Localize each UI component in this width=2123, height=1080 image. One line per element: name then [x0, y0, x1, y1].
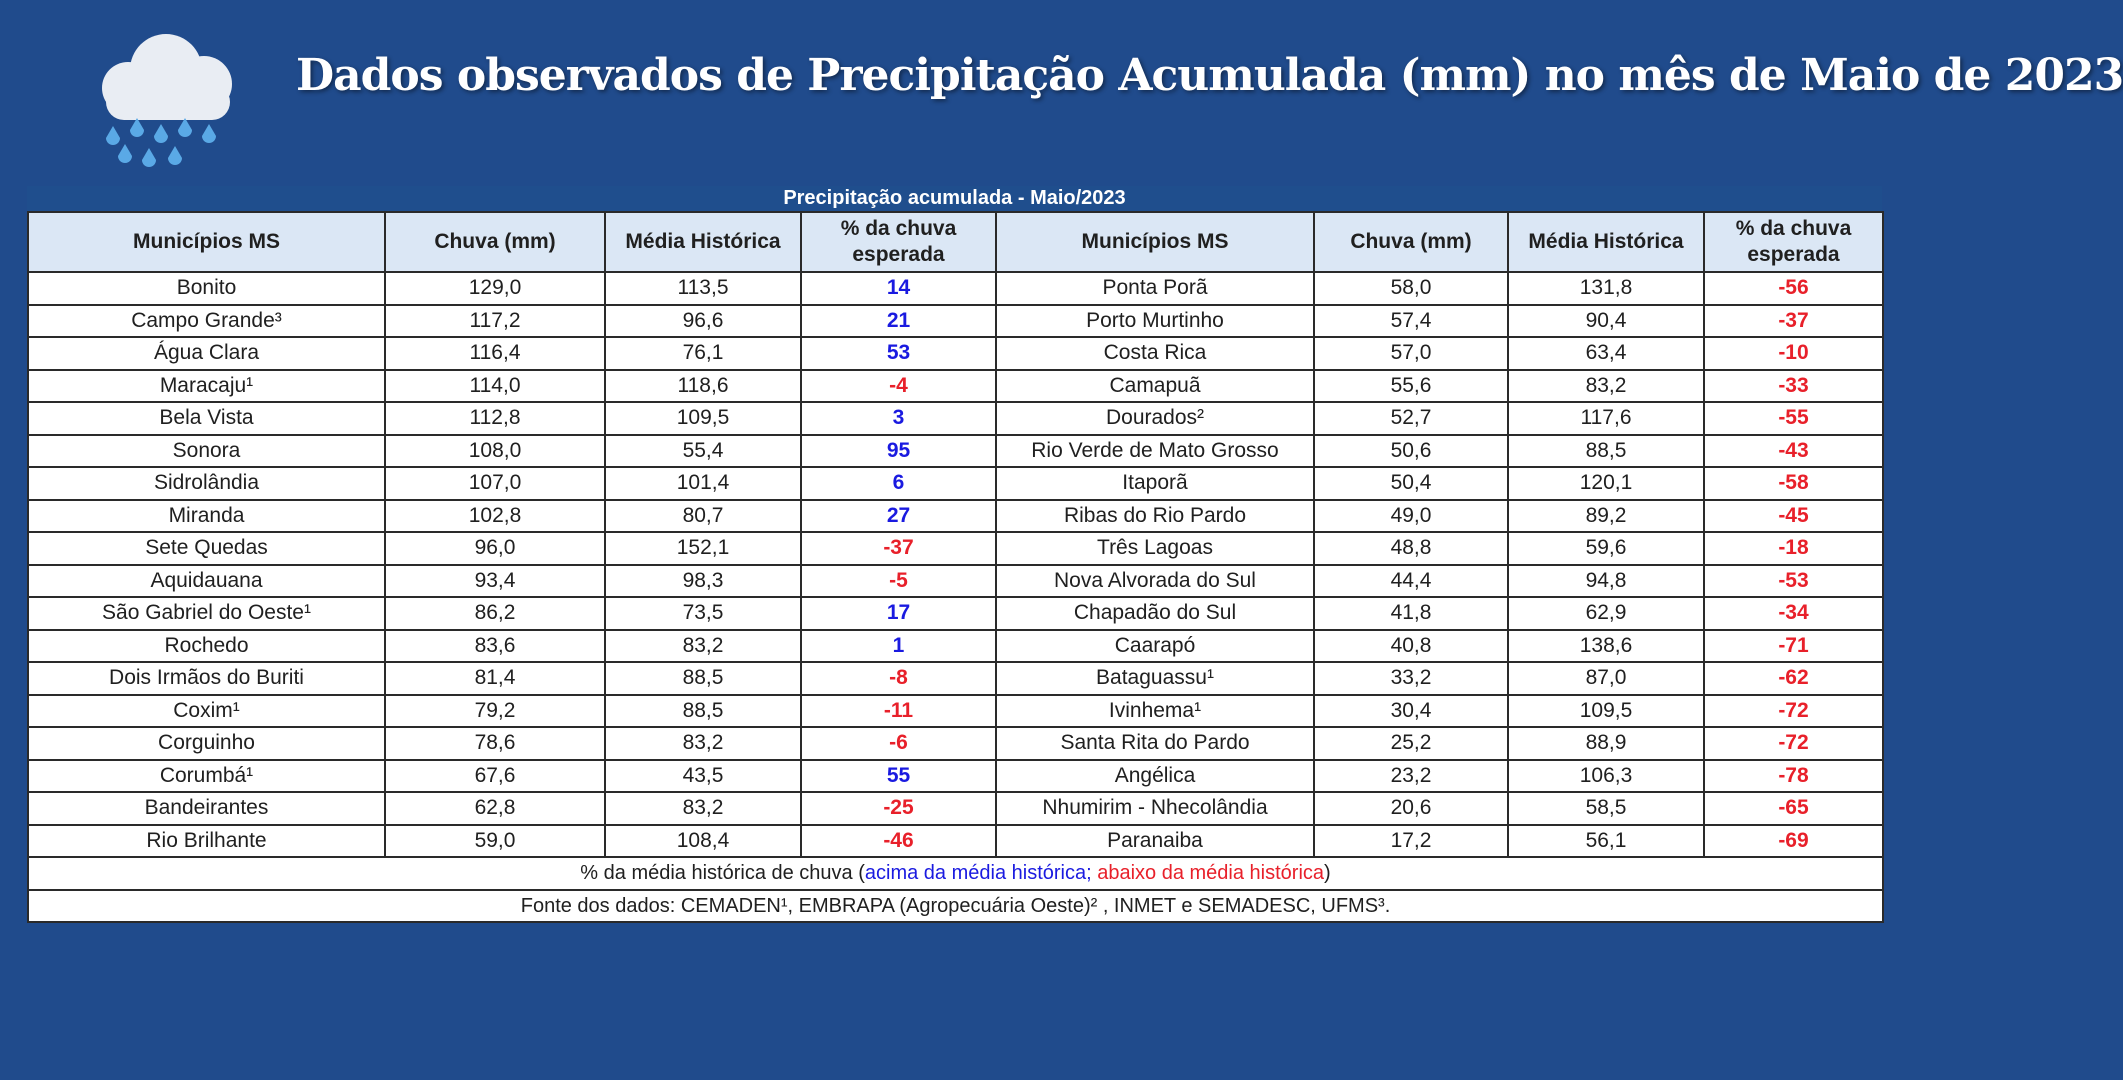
municipio-cell: Ponta Porã	[996, 272, 1314, 305]
municipio-cell: Aquidauana	[28, 565, 385, 598]
chuva-cell: 23,2	[1314, 760, 1508, 793]
table-row	[28, 337, 1883, 370]
pct-cell: -37	[1704, 305, 1883, 338]
table-row	[28, 792, 1883, 825]
municipio-cell: Paranaiba	[996, 825, 1314, 858]
table-row	[28, 695, 1883, 728]
pct-cell: -5	[801, 565, 996, 598]
municipio-cell: Nhumirim - Nhecolândia	[996, 792, 1314, 825]
rain-cloud-icon	[86, 26, 246, 176]
municipio-cell: Sete Quedas	[28, 532, 385, 565]
legend-row	[28, 857, 1883, 890]
municipio-cell: Água Clara	[28, 337, 385, 370]
municipio-cell: Angélica	[996, 760, 1314, 793]
municipio-cell: Dois Irmãos do Buriti	[28, 662, 385, 695]
media-cell: 83,2	[605, 727, 801, 760]
chuva-cell: 20,6	[1314, 792, 1508, 825]
pct-cell: -72	[1704, 727, 1883, 760]
chuva-cell: 86,2	[385, 597, 605, 630]
media-cell: 131,8	[1508, 272, 1704, 305]
page-title: Dados observados de Precipitação Acumulada (mm) no mês de Maio de 2023	[296, 50, 2123, 101]
media-cell: 96,6	[605, 305, 801, 338]
pct-cell: -34	[1704, 597, 1883, 630]
municipio-cell: Costa Rica	[996, 337, 1314, 370]
chuva-cell: 114,0	[385, 370, 605, 403]
table-row	[28, 402, 1883, 435]
table-row	[28, 825, 1883, 858]
chuva-cell: 96,0	[385, 532, 605, 565]
media-cell: 138,6	[1508, 630, 1704, 663]
municipio-cell: Rio Verde de Mato Grosso	[996, 435, 1314, 468]
table-row	[28, 500, 1883, 533]
media-cell: 90,4	[1508, 305, 1704, 338]
pct-cell: -25	[801, 792, 996, 825]
media-cell: 59,6	[1508, 532, 1704, 565]
chuva-cell: 40,8	[1314, 630, 1508, 663]
municipio-cell: Chapadão do Sul	[996, 597, 1314, 630]
pct-cell: -6	[801, 727, 996, 760]
chuva-cell: 129,0	[385, 272, 605, 305]
chuva-cell: 78,6	[385, 727, 605, 760]
chuva-cell: 50,6	[1314, 435, 1508, 468]
municipio-cell: Maracaju¹	[28, 370, 385, 403]
pct-cell: 55	[801, 760, 996, 793]
chuva-cell: 107,0	[385, 467, 605, 500]
legend-below: abaixo da média histórica	[1091, 862, 1325, 885]
table-row	[28, 532, 1883, 565]
municipio-cell: Sonora	[28, 435, 385, 468]
source-note: Fonte dos dados: CEMADEN¹, EMBRAPA (Agropecuária Oeste)² , INMET e SEMADESC, UFMS³.	[28, 890, 1883, 923]
column-header: Chuva (mm)	[1314, 212, 1508, 272]
media-cell: 120,1	[1508, 467, 1704, 500]
municipio-cell: Nova Alvorada do Sul	[996, 565, 1314, 598]
municipio-cell: Ivinhema¹	[996, 695, 1314, 728]
chuva-cell: 102,8	[385, 500, 605, 533]
pct-cell: -43	[1704, 435, 1883, 468]
municipio-cell: Três Lagoas	[996, 532, 1314, 565]
municipio-cell: Ribas do Rio Pardo	[996, 500, 1314, 533]
pct-cell: -71	[1704, 630, 1883, 663]
pct-cell: 21	[801, 305, 996, 338]
pct-cell: 6	[801, 467, 996, 500]
media-cell: 88,9	[1508, 727, 1704, 760]
chuva-cell: 108,0	[385, 435, 605, 468]
municipio-cell: Corumbá¹	[28, 760, 385, 793]
chuva-cell: 55,6	[1314, 370, 1508, 403]
chuva-cell: 48,8	[1314, 532, 1508, 565]
legend-prefix: % da média histórica de chuva (	[580, 862, 865, 885]
chuva-cell: 112,8	[385, 402, 605, 435]
chuva-cell: 44,4	[1314, 565, 1508, 598]
precipitation-table	[27, 186, 1882, 923]
municipio-cell: Coxim¹	[28, 695, 385, 728]
source-row	[28, 890, 1883, 923]
media-cell: 113,5	[605, 272, 801, 305]
media-cell: 88,5	[1508, 435, 1704, 468]
media-cell: 56,1	[1508, 825, 1704, 858]
chuva-cell: 49,0	[1314, 500, 1508, 533]
column-header: Municípios MS	[996, 212, 1314, 272]
municipio-cell: Bandeirantes	[28, 792, 385, 825]
pct-cell: 95	[801, 435, 996, 468]
media-cell: 62,9	[1508, 597, 1704, 630]
table-header-row	[28, 212, 1883, 272]
table-row	[28, 597, 1883, 630]
municipio-cell: Camapuã	[996, 370, 1314, 403]
pct-cell: -4	[801, 370, 996, 403]
pct-cell: -78	[1704, 760, 1883, 793]
media-cell: 63,4	[1508, 337, 1704, 370]
pct-cell: -65	[1704, 792, 1883, 825]
legend-above: acima da média histórica;	[864, 862, 1092, 885]
media-cell: 58,5	[1508, 792, 1704, 825]
column-header: Média Histórica	[605, 212, 801, 272]
media-cell: 43,5	[605, 760, 801, 793]
chuva-cell: 67,6	[385, 760, 605, 793]
column-header: Municípios MS	[28, 212, 385, 272]
chuva-cell: 79,2	[385, 695, 605, 728]
municipio-cell: São Gabriel do Oeste¹	[28, 597, 385, 630]
pct-cell: -8	[801, 662, 996, 695]
pct-cell: -33	[1704, 370, 1883, 403]
chuva-cell: 25,2	[1314, 727, 1508, 760]
chuva-cell: 52,7	[1314, 402, 1508, 435]
media-cell: 83,2	[1508, 370, 1704, 403]
column-header: Média Histórica	[1508, 212, 1704, 272]
table-row	[28, 435, 1883, 468]
municipio-cell: Corguinho	[28, 727, 385, 760]
municipio-cell: Campo Grande³	[28, 305, 385, 338]
pct-cell: 1	[801, 630, 996, 663]
media-cell: 83,2	[605, 630, 801, 663]
pct-cell: 17	[801, 597, 996, 630]
media-cell: 117,6	[1508, 402, 1704, 435]
media-cell: 109,5	[605, 402, 801, 435]
table-row	[28, 272, 1883, 305]
chuva-cell: 116,4	[385, 337, 605, 370]
municipio-cell: Santa Rita do Pardo	[996, 727, 1314, 760]
pct-cell: -37	[801, 532, 996, 565]
media-cell: 108,4	[605, 825, 801, 858]
pct-cell: -72	[1704, 695, 1883, 728]
municipio-cell: Bela Vista	[28, 402, 385, 435]
municipio-cell: Miranda	[28, 500, 385, 533]
media-cell: 101,4	[605, 467, 801, 500]
column-header: % da chuva esperada	[1704, 212, 1883, 272]
municipio-cell: Bataguassu¹	[996, 662, 1314, 695]
media-cell: 87,0	[1508, 662, 1704, 695]
chuva-cell: 50,4	[1314, 467, 1508, 500]
chuva-cell: 83,6	[385, 630, 605, 663]
municipio-cell: Rochedo	[28, 630, 385, 663]
table-caption: Precipitação acumulada - Maio/2023	[27, 186, 1882, 211]
pct-cell: -10	[1704, 337, 1883, 370]
media-cell: 152,1	[605, 532, 801, 565]
chuva-cell: 30,4	[1314, 695, 1508, 728]
pct-cell: -55	[1704, 402, 1883, 435]
table-row	[28, 305, 1883, 338]
data-table	[27, 211, 1884, 923]
municipio-cell: Rio Brilhante	[28, 825, 385, 858]
chuva-cell: 59,0	[385, 825, 605, 858]
table-row	[28, 630, 1883, 663]
chuva-cell: 81,4	[385, 662, 605, 695]
pct-cell: 14	[801, 272, 996, 305]
media-cell: 98,3	[605, 565, 801, 598]
chuva-cell: 41,8	[1314, 597, 1508, 630]
chuva-cell: 17,2	[1314, 825, 1508, 858]
media-cell: 73,5	[605, 597, 801, 630]
pct-cell: -56	[1704, 272, 1883, 305]
legend-note	[28, 857, 1883, 890]
pct-cell: 53	[801, 337, 996, 370]
pct-cell: -53	[1704, 565, 1883, 598]
column-header: Chuva (mm)	[385, 212, 605, 272]
media-cell: 88,5	[605, 695, 801, 728]
table-row	[28, 370, 1883, 403]
table-row	[28, 760, 1883, 793]
pct-cell: -62	[1704, 662, 1883, 695]
media-cell: 89,2	[1508, 500, 1704, 533]
pct-cell: -11	[801, 695, 996, 728]
media-cell: 88,5	[605, 662, 801, 695]
media-cell: 80,7	[605, 500, 801, 533]
media-cell: 94,8	[1508, 565, 1704, 598]
media-cell: 55,4	[605, 435, 801, 468]
municipio-cell: Dourados²	[996, 402, 1314, 435]
table-row	[28, 662, 1883, 695]
chuva-cell: 57,0	[1314, 337, 1508, 370]
media-cell: 109,5	[1508, 695, 1704, 728]
chuva-cell: 62,8	[385, 792, 605, 825]
municipio-cell: Sidrolândia	[28, 467, 385, 500]
municipio-cell: Porto Murtinho	[996, 305, 1314, 338]
table-body	[28, 272, 1883, 857]
pct-cell: -69	[1704, 825, 1883, 858]
municipio-cell: Caarapó	[996, 630, 1314, 663]
chuva-cell: 58,0	[1314, 272, 1508, 305]
media-cell: 106,3	[1508, 760, 1704, 793]
chuva-cell: 33,2	[1314, 662, 1508, 695]
chuva-cell: 117,2	[385, 305, 605, 338]
pct-cell: -18	[1704, 532, 1883, 565]
pct-cell: -45	[1704, 500, 1883, 533]
table-row	[28, 467, 1883, 500]
municipio-cell: Itaporã	[996, 467, 1314, 500]
pct-cell: -58	[1704, 467, 1883, 500]
pct-cell: -46	[801, 825, 996, 858]
media-cell: 76,1	[605, 337, 801, 370]
legend-suffix: )	[1324, 862, 1331, 885]
municipio-cell: Bonito	[28, 272, 385, 305]
column-header: % da chuva esperada	[801, 212, 996, 272]
table-row	[28, 565, 1883, 598]
pct-cell: 27	[801, 500, 996, 533]
media-cell: 118,6	[605, 370, 801, 403]
pct-cell: 3	[801, 402, 996, 435]
chuva-cell: 93,4	[385, 565, 605, 598]
table-row	[28, 727, 1883, 760]
media-cell: 83,2	[605, 792, 801, 825]
chuva-cell: 57,4	[1314, 305, 1508, 338]
